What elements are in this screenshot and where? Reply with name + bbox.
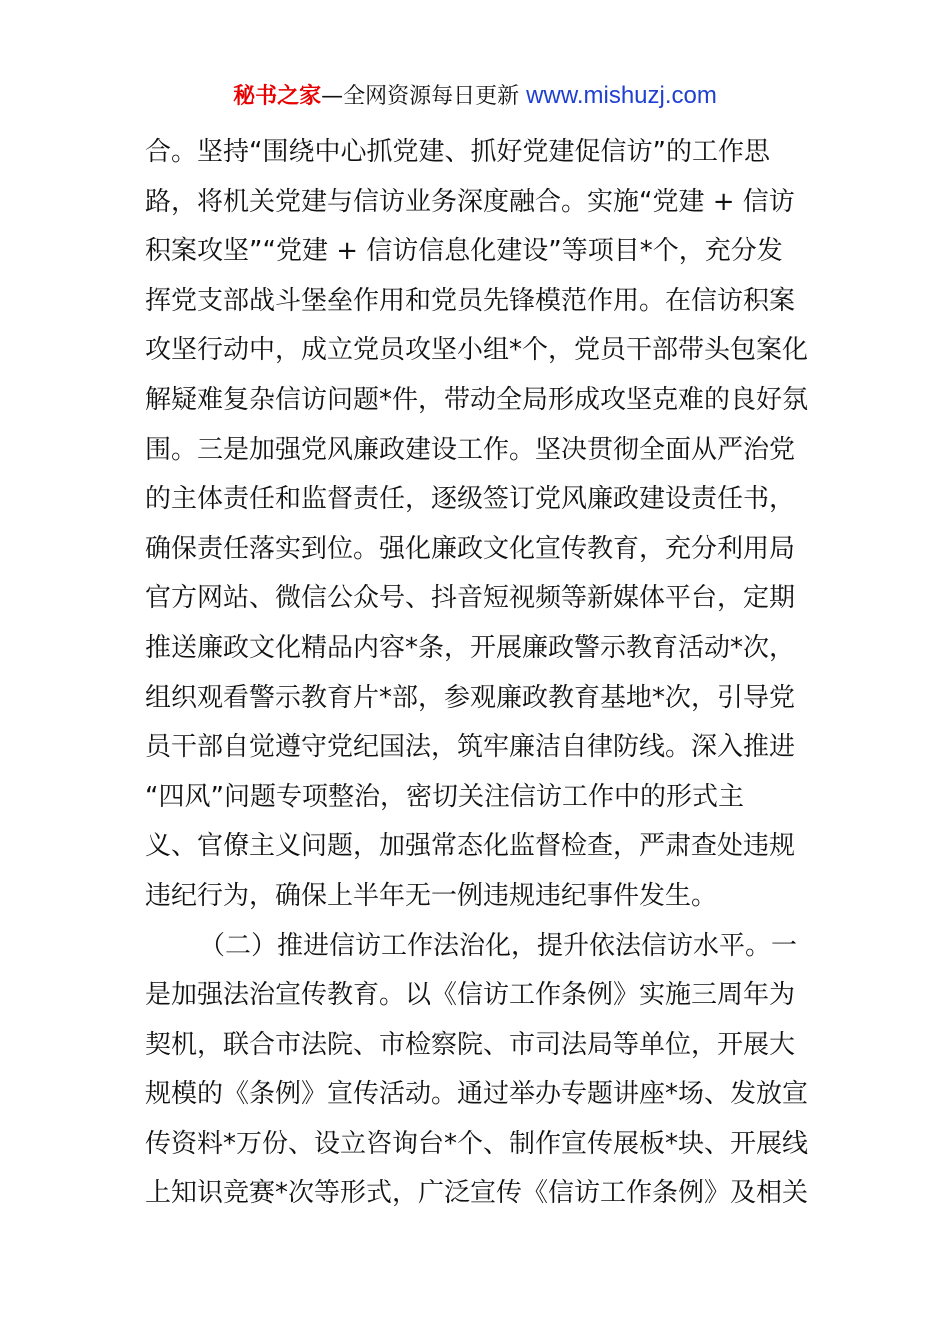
site-url-link[interactable]: www.mishuzj.com	[526, 82, 717, 109]
text-line: 挥党支部战斗堡垒作用和党员先锋模范作用。在信访积案	[145, 285, 796, 316]
text-line: 上知识竞赛*次等形式，广泛宣传《信访工作条例》及相关	[145, 1178, 809, 1209]
text-line: 是加强法治宣传教育。以《信访工作条例》实施三周年为	[145, 980, 796, 1011]
text-line: 契机，联合市法院、市检察院、市司法局等单位，开展大	[145, 1029, 796, 1060]
brand-name: 秘书之家	[233, 84, 322, 109]
text-line: 解疑难复杂信访问题*件，带动全局形成攻坚克难的良好氛	[145, 384, 809, 415]
text-line: 推送廉政文化精品内容*条，开展廉政警示教育活动*次，	[145, 632, 796, 663]
text-line: 围。三是加强党风廉政建设工作。坚决贯彻全面从严治党	[145, 434, 796, 465]
text-line: 路，将机关党建与信访业务深度融合。实施“党建 + 信访	[145, 186, 795, 217]
text-line: 积案攻坚”“党建 + 信访信息化建设”等项目*个，充分发	[145, 236, 783, 267]
section-heading-line: （二）推进信访工作法治化，提升依法信访水平。一	[199, 930, 798, 961]
text-line: 攻坚行动中，成立党员攻坚小组*个，党员干部带头包案化	[145, 335, 809, 366]
text-line: 的主体责任和监督责任，逐级签订党风廉政建设责任书，	[145, 484, 796, 515]
header-tagline: —全网资源每日更新	[321, 84, 527, 109]
text-line: 确保责任落实到位。强化廉政文化宣传教育，充分利用局	[145, 533, 796, 564]
site-header	[0, 80, 950, 113]
text-line: 规模的《条例》宣传活动。通过举办专题讲座*场、发放宣	[145, 1079, 809, 1110]
text-line: 合。坚持“围绕中心抓党建、抓好党建促信访”的工作思	[145, 137, 770, 167]
text-line: 违纪行为，确保上半年无一例违规违纪事件发生。	[145, 880, 718, 911]
text-line: 传资料*万份、设立咨询台*个、制作宣传展板*块、开展线	[145, 1128, 809, 1159]
text-line: 官方网站、微信公众号、抖音短视频等新媒体平台，定期	[145, 583, 796, 614]
text-line: 组织观看警示教育片*部，参观廉政教育基地*次，引导党	[145, 682, 796, 713]
document-body	[145, 128, 825, 1219]
text-line: 员干部自觉遵守党纪国法，筑牢廉洁自律防线。深入推进	[145, 732, 796, 763]
text-line: “四风”问题专项整治，密切关注信访工作中的形式主	[145, 781, 744, 812]
text-line: 义、官僚主义问题，加强常态化监督检查，严肃查处违规	[145, 831, 796, 862]
